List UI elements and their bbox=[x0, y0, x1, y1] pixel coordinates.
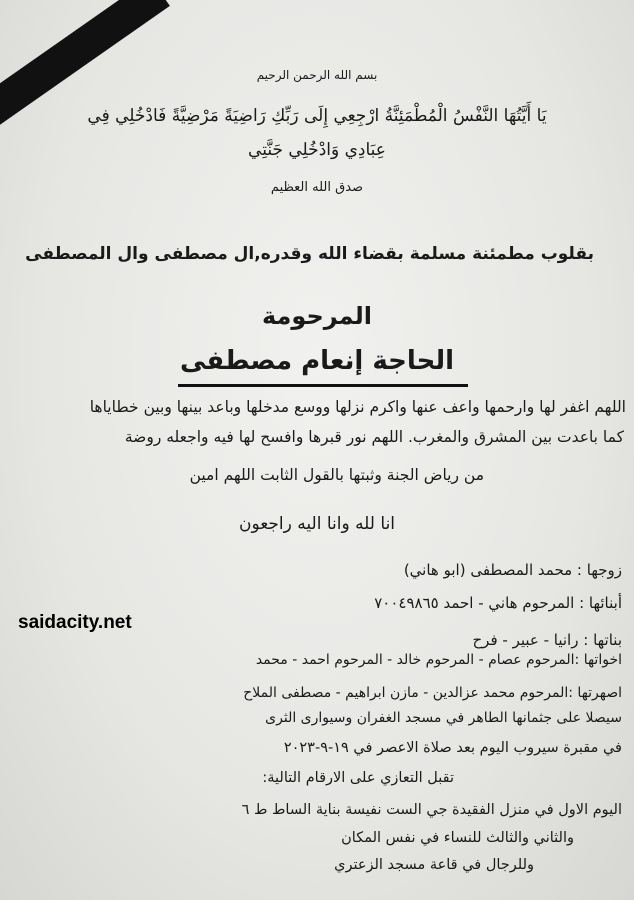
marhuma-heading: المرحومة bbox=[261, 302, 372, 330]
quran-verse-line-2: عِبَادِي وَادْخُلِي جَنَّتِي bbox=[248, 140, 386, 160]
opening-statement: بقلوب مطمئنة مسلمة بقضاء الله وقدره,ال مصطفى وال المصطفى bbox=[25, 244, 594, 264]
quran-verse-line-1: يَا أَيَّتُهَا النَّفْسُ الْمُطْمَئِنَّةُ ارْجِعِي إِلَى رَبِّكِ رَاضِيَةً مَرْضِيَّةً فَادْخُلِي فِي bbox=[87, 106, 547, 126]
prayer-line: سيصلا على جثمانها الطاهر في مسجد الغفران وسيوارى الثرى bbox=[265, 710, 622, 726]
sons-line: أبنائها : المرحوم هاني - احمد ٧٠٠٤٩٨٦٥ bbox=[374, 594, 622, 612]
dua-line-3: من رياض الجنة وثبتها بالقول الثابت اللهم امين bbox=[189, 466, 484, 484]
burial-line: في مقبرة سيروب اليوم بعد صلاة الاعصر في ١٩-٩-٢٠٢٣ bbox=[283, 740, 622, 756]
condolences-intro: تقبل التعازي على الارقام التالية: bbox=[262, 770, 454, 786]
husband-line: زوجها : محمد المصطفى (ابو هاني) bbox=[403, 561, 622, 579]
deceased-name: الحاجة إنعام مصطفى bbox=[179, 346, 454, 376]
dua-line-2: كما باعدت بين المشرق والمغرب. اللهم نور قبرها وافسح لها فيه واجعله روضة bbox=[124, 428, 624, 446]
daughters-line: بناتها : رانيا - عبير - فرح bbox=[472, 631, 622, 649]
in-laws-line: اصهرتها :المرحوم محمد عزالدين - مازن ابراهيم - مصطفى الملاح bbox=[243, 685, 622, 701]
name-underline bbox=[178, 384, 468, 387]
sadaq-allah: صدق الله العظيم bbox=[270, 180, 364, 195]
site-watermark: saidacity.net bbox=[18, 612, 132, 633]
day-one-line: اليوم الاول في منزل الفقيدة جي الست نفيسة بناية الساط ط ٦ bbox=[241, 802, 622, 818]
basmala: بسم الله الرحمن الرحيم bbox=[256, 68, 378, 82]
days-two-three-line: والثاني والثالث للنساء في نفس المكان bbox=[341, 830, 574, 846]
inna-lillah: انا لله وانا اليه راجعون bbox=[238, 514, 396, 534]
dua-line-1: اللهم اغفر لها وارحمها واعف عنها واكرم نزلها ووسع مدخلها وباعد بينها وبين خطاياها bbox=[89, 398, 626, 416]
siblings-line: اخواتها :المرحوم عصام - المرحوم خالد - المرحوم احمد - محمد bbox=[255, 652, 622, 668]
men-condolences-line: وللرجال في قاعة مسجد الزعتري bbox=[334, 857, 534, 873]
